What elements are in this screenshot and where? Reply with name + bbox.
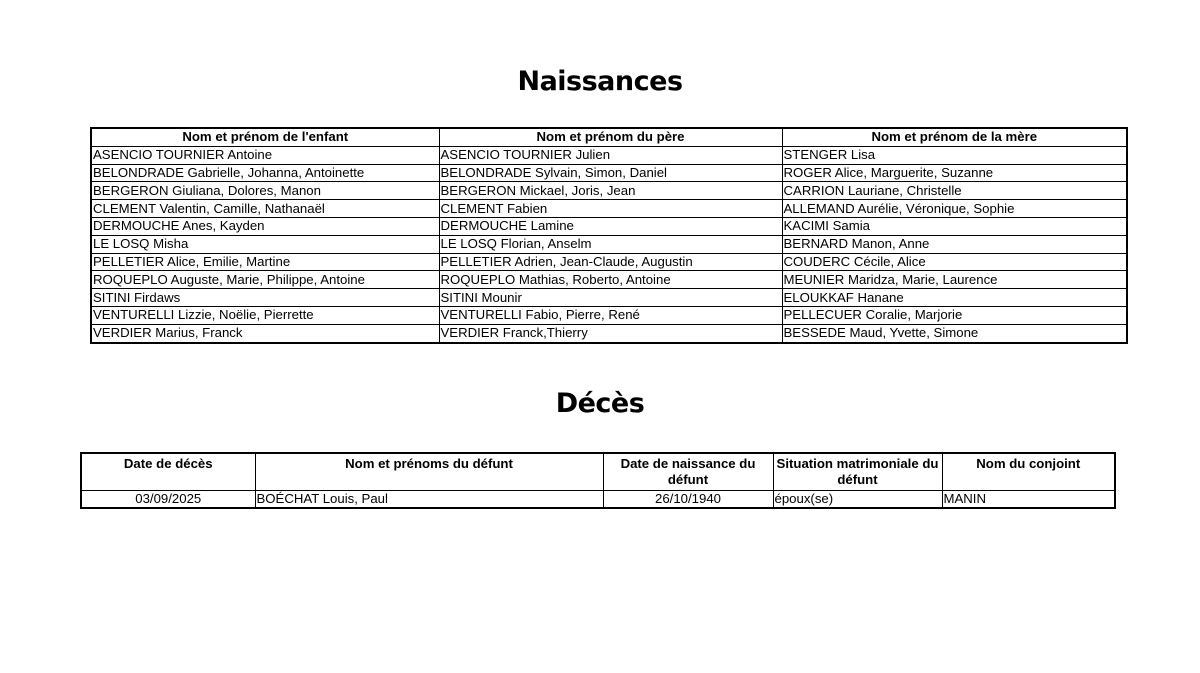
- father-name: DERMOUCHE Lamine: [439, 217, 782, 235]
- child-name: CLEMENT Valentin, Camille, Nathanaël: [91, 200, 439, 218]
- father-name: ROQUEPLO Mathias, Roberto, Antoine: [439, 271, 782, 289]
- mother-name: ALLEMAND Aurélie, Véronique, Sophie: [782, 200, 1127, 218]
- births-title: Naissances: [517, 66, 683, 97]
- father-name: CLEMENT Fabien: [439, 200, 782, 218]
- child-name: DERMOUCHE Anes, Kayden: [91, 217, 439, 235]
- table-row: [91, 306, 1127, 324]
- child-name: LE LOSQ Misha: [91, 235, 439, 253]
- mother-name: BESSEDE Maud, Yvette, Simone: [782, 324, 1127, 342]
- father-name: ASENCIO TOURNIER Julien: [439, 146, 782, 164]
- column-header-child: Nom et prénom de l'enfant: [91, 128, 439, 146]
- mother-name: CARRION Lauriane, Christelle: [782, 182, 1127, 200]
- spouse-name: MANIN: [942, 491, 1115, 509]
- mother-name: KACIMI Samia: [782, 217, 1127, 235]
- father-name: BERGERON Mickael, Joris, Jean: [439, 182, 782, 200]
- birth-date: 26/10/1940: [603, 491, 773, 509]
- births-table: [90, 127, 1128, 344]
- table-header-row: [91, 128, 1127, 146]
- table-row: [91, 289, 1127, 307]
- father-name: VENTURELLI Fabio, Pierre, René: [439, 306, 782, 324]
- deceased-name: BOÉCHAT Louis, Paul: [255, 491, 603, 509]
- father-name: LE LOSQ Florian, Anselm: [439, 235, 782, 253]
- mother-name: STENGER Lisa: [782, 146, 1127, 164]
- father-name: SITINI Mounir: [439, 289, 782, 307]
- child-name: VERDIER Marius, Franck: [91, 324, 439, 342]
- mother-name: PELLECUER Coralie, Marjorie: [782, 306, 1127, 324]
- marital-status: époux(se): [773, 491, 942, 509]
- column-header-birth-date: Date de naissance du défunt: [603, 453, 773, 491]
- child-name: BELONDRADE Gabrielle, Johanna, Antoinette: [91, 164, 439, 182]
- table-row: [91, 235, 1127, 253]
- child-name: BERGERON Giuliana, Dolores, Manon: [91, 182, 439, 200]
- child-name: PELLETIER Alice, Emilie, Martine: [91, 253, 439, 271]
- mother-name: BERNARD Manon, Anne: [782, 235, 1127, 253]
- death-date: 03/09/2025: [81, 491, 255, 509]
- deaths-title: Décès: [555, 388, 645, 419]
- table-row: [91, 182, 1127, 200]
- child-name: ROQUEPLO Auguste, Marie, Philippe, Antoine: [91, 271, 439, 289]
- table-row: [91, 164, 1127, 182]
- table-row: [91, 200, 1127, 218]
- column-header-marital-status: Situation matrimoniale du défunt: [773, 453, 942, 491]
- deaths-table: [80, 452, 1116, 509]
- table-row: [91, 253, 1127, 271]
- mother-name: ROGER Alice, Marguerite, Suzanne: [782, 164, 1127, 182]
- child-name: ASENCIO TOURNIER Antoine: [91, 146, 439, 164]
- table-row: [91, 217, 1127, 235]
- father-name: PELLETIER Adrien, Jean-Claude, Augustin: [439, 253, 782, 271]
- column-header-mother: Nom et prénom de la mère: [782, 128, 1127, 146]
- father-name: VERDIER Franck,Thierry: [439, 324, 782, 342]
- mother-name: COUDERC Cécile, Alice: [782, 253, 1127, 271]
- table-row: [91, 324, 1127, 342]
- father-name: BELONDRADE Sylvain, Simon, Daniel: [439, 164, 782, 182]
- column-header-spouse-name: Nom du conjoint: [942, 453, 1115, 491]
- table-header-row: [81, 453, 1115, 491]
- column-header-deceased-name: Nom et prénoms du défunt: [255, 453, 603, 491]
- table-row: [91, 146, 1127, 164]
- mother-name: MEUNIER Maridza, Marie, Laurence: [782, 271, 1127, 289]
- table-row: [91, 271, 1127, 289]
- column-header-father: Nom et prénom du père: [439, 128, 782, 146]
- column-header-death-date: Date de décès: [81, 453, 255, 491]
- table-row: [81, 491, 1115, 509]
- mother-name: ELOUKKAF Hanane: [782, 289, 1127, 307]
- child-name: SITINI Firdaws: [91, 289, 439, 307]
- child-name: VENTURELLI Lizzie, Noëlie, Pierrette: [91, 306, 439, 324]
